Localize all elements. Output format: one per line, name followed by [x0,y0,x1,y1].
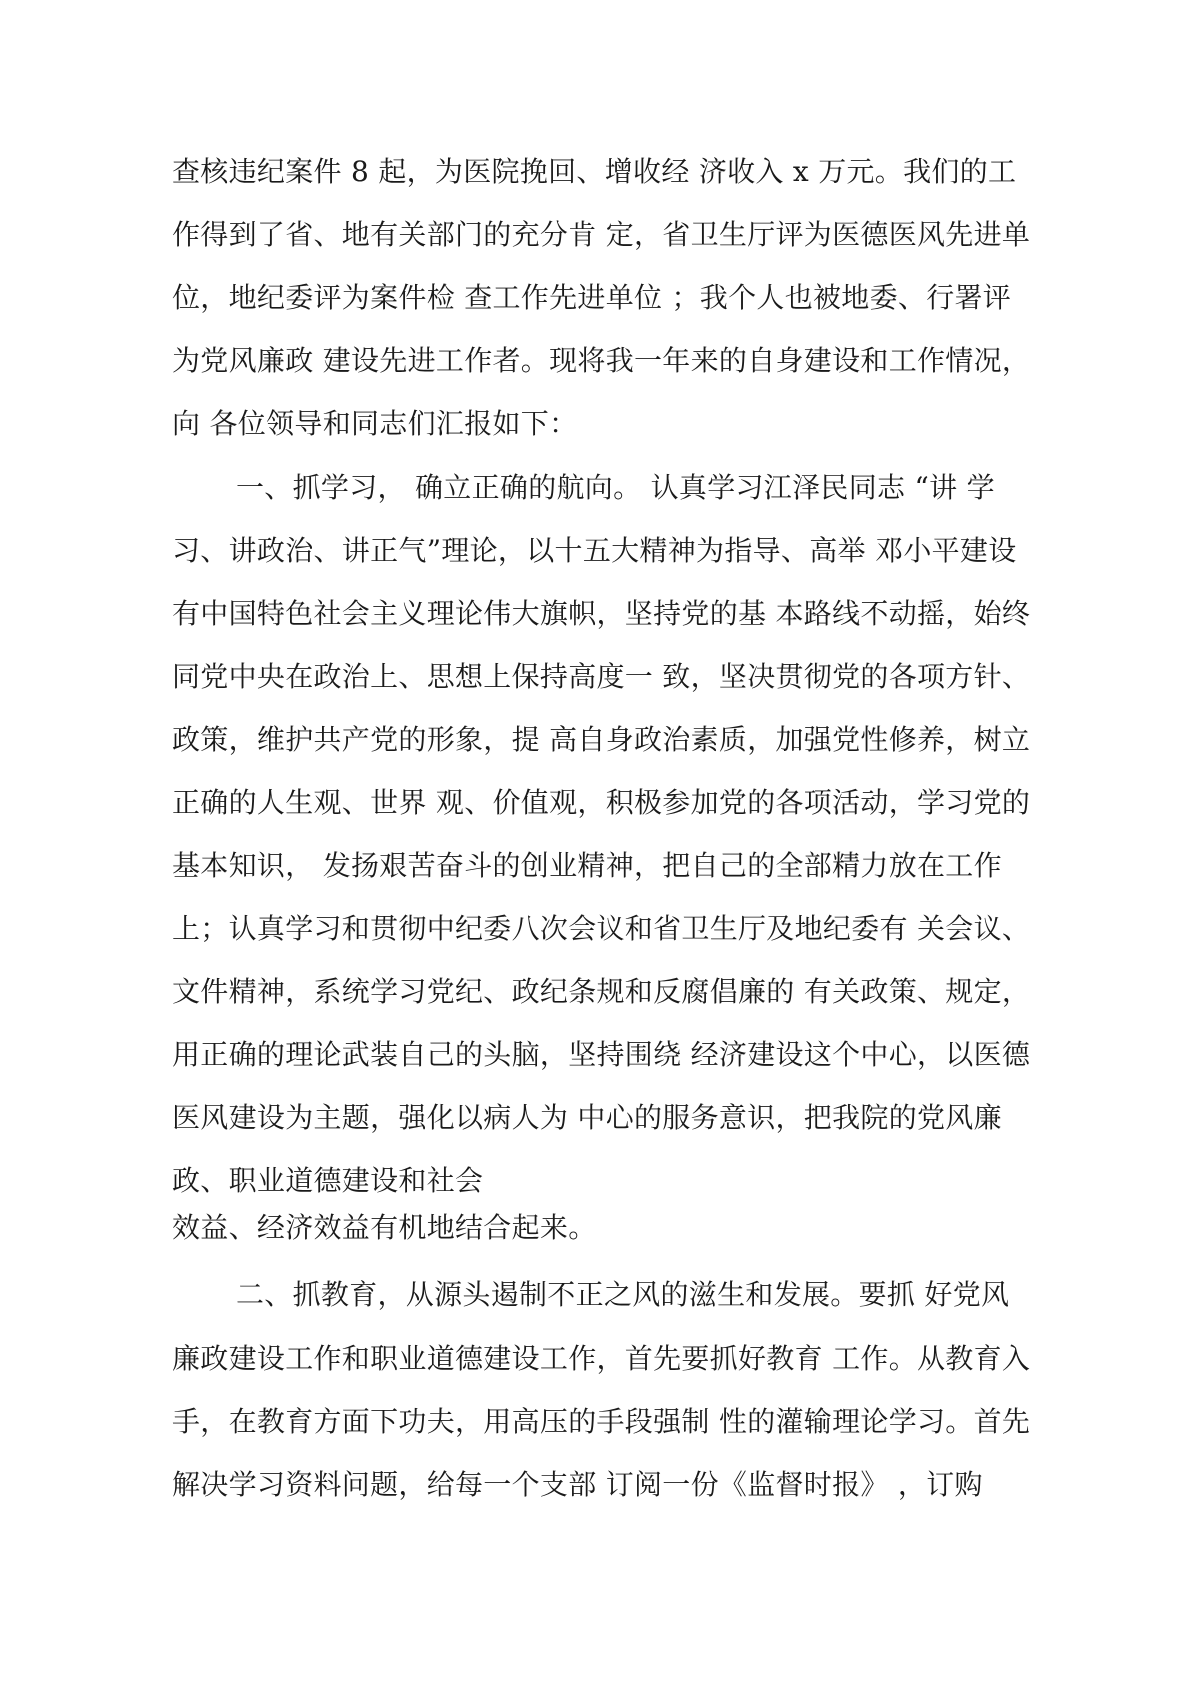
text-line-12: 基本知识， 发扬艰苦奋斗的创业精神，把自己的全部精力放在工作 [172,849,1002,882]
text-line-13: 上；认真学习和贯彻中纪委八次会议和省卫生厅及地纪委有 关会议、 [172,912,1031,945]
text-line-21: 手，在教育方面下功夫，用高压的手段强制 性的灌输理论学习。首先 [172,1405,1031,1438]
text-line-15: 用正确的理论武装自己的头脑，坚持围绕 经济建设这个中心，以医德 [172,1038,1031,1071]
text-line-2: 作得到了省、地有关部门的充分肯 定，省卫生厅评为医德医风先进单 [172,218,1031,251]
text-line-14: 文件精神，系统学习党纪、政纪条规和反腐倡廉的 有关政策、规定， [172,975,1031,1008]
text-line-22: 解决学习资料问题，给每一个支部 订阅一份《监督时报》 ，订购 [172,1468,983,1501]
text-line-11: 正确的人生观、世界 观、价值观，积极参加党的各项活动，学习党的 [172,786,1031,819]
text-line-16: 医风建设为主题，强化以病人为 中心的服务意识，把我院的党风廉 [172,1101,1002,1134]
text-line-9: 同党中央在政治上、思想上保持高度一 致，坚决贯彻党的各项方针、 [172,660,1031,693]
text-line-7: 习、讲政治、讲正气”理论，以十五大精神为指导、高举 邓小平建设 [172,534,1017,567]
text-line-18: 效益、经济效益有机地结合起来。 [172,1211,597,1244]
text-line-10: 政策，维护共产党的形象，提 高自身政治素质，加强党性修养，树立 [172,723,1031,756]
paragraph-2-heading-line: 二、抓教育，从源头遏制不正之风的滋生和发展。要抓 好党风 [236,1278,1010,1311]
text-line-4: 为党风廉政 建设先进工作者。现将我一年来的自身建设和工作情况， [172,344,1031,377]
text-line-17: 政、职业道德建设和社会 [172,1164,484,1197]
text-line-8: 有中国特色社会主义理论伟大旗帜，坚持党的基 本路线不动摇，始终 [172,597,1031,630]
text-line-20: 廉政建设工作和职业道德建设工作，首先要抓好教育 工作。从教育入 [172,1342,1031,1375]
paragraph-1-heading-line: 一、抓学习， 确立正确的航向。 认真学习江泽民同志 “讲 学 [236,471,995,504]
text-line-5: 向 各位领导和同志们汇报如下： [172,407,578,440]
text-line-3: 位，地纪委评为案件检 查工作先进单位 ；我个人也被地委、行署评 [172,281,1012,314]
text-line-1: 查核违纪案件 8 起，为医院挽回、增收经 济收入 x 万元。我们的工 [172,155,1017,188]
